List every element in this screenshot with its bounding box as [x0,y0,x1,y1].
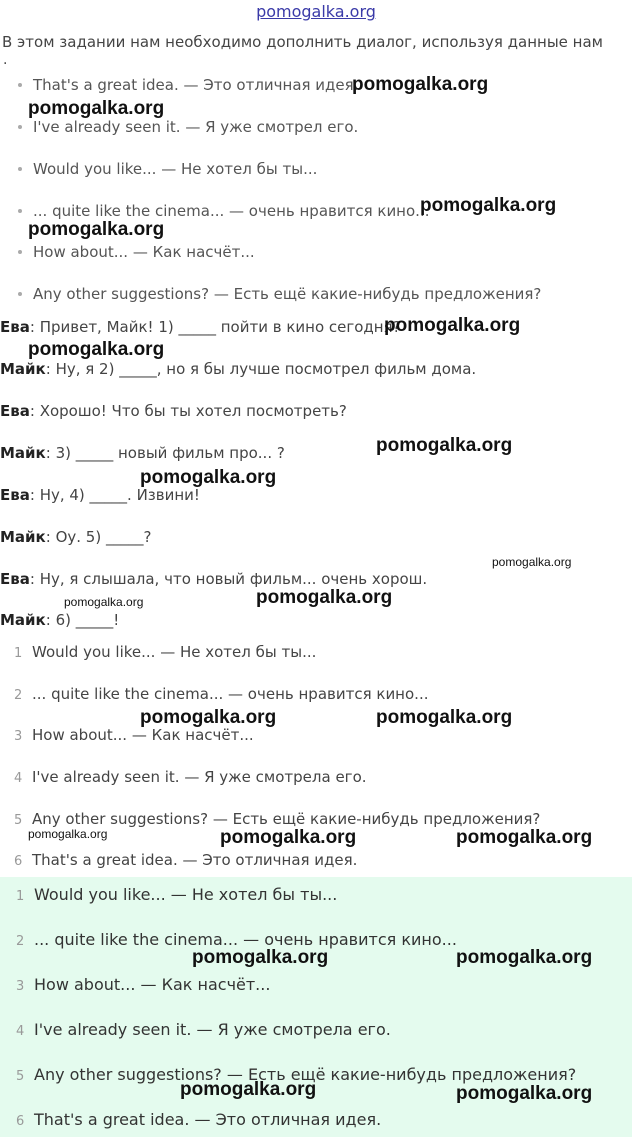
line-text: : Хорошо! Что бы ты хотел посмотреть? [29,402,347,420]
answer-text: I've already seen it. — Я уже смотрела его. [32,768,367,786]
intro-text: В этом задании нам необходимо дополнить диалог, используя данные нам [2,33,603,51]
answer-item [16,1110,381,1129]
watermark: pomogalka.org [28,827,108,841]
watermark: pomogalka.org [376,435,513,456]
watermark: pomogalka.org [28,339,165,360]
dialogue-line [0,444,285,462]
line-text: : Привет, Майк! 1) _____ пойти в кино сегодня? [29,318,401,336]
watermark: pomogalka.org [220,827,357,848]
dialogue-line [0,570,427,588]
dialogue-line [0,402,347,420]
watermark: pomogalka.org [384,315,521,336]
phrase-item [18,202,429,220]
answer-number: 3 [14,729,23,744]
answer-item [14,851,357,869]
phrase-text: I've already seen it. — Я уже смотрел его. [33,118,359,136]
answer-number: 5 [14,813,23,828]
answer-text: How about... — Как насчёт... [32,726,254,744]
answer-text: Would you like... — Не хотел бы ты... [32,643,317,661]
phrase-text: Any other suggestions? — Есть ещё какие-нибудь предложения? [33,285,542,303]
line-text: : 6) _____! [45,611,120,629]
phrase-text: That's a great idea. — Это отличная идея. [33,76,359,94]
watermark: pomogalka.org [28,219,165,240]
answer-number: 2 [14,688,23,703]
phrase-text: ... quite like the cinema... — очень нравится кино... [33,202,430,220]
answer-text: Any other suggestions? — Есть ещё какие-нибудь предложения? [32,810,541,828]
answer-text: That's a great idea. — Это отличная идея. [34,1110,382,1129]
phrase-text: Would you like... — Не хотел бы ты... [33,160,318,178]
line-text: : Ну, 4) _____. Извини! [29,486,200,504]
phrase-item [18,118,358,136]
answer-text: That's a great idea. — Это отличная идея. [32,851,358,869]
line-text: : Ну, я 2) _____, но я бы лучше посмотрел фильм дома. [45,360,477,378]
answer-number: 4 [14,771,23,786]
answer-number: 6 [16,1114,25,1129]
answer-text: ... quite like the cinema... — очень нравится кино... [32,685,429,703]
watermark: pomogalka.org [28,98,165,119]
answer-item [14,810,540,828]
answer-number: 1 [14,646,23,661]
answer-item [16,885,337,904]
speaker: Ева [0,318,30,336]
answer-item [14,643,316,661]
watermark: pomogalka.org [456,1083,593,1104]
watermark: pomogalka.org [420,195,557,216]
speaker: Майк [0,611,46,629]
dialogue-line [0,360,476,378]
answer-text: I've already seen it. — Я уже смотрела его. [34,1020,391,1039]
speaker: Ева [0,570,30,588]
watermark: pomogalka.org [352,74,489,95]
watermark: pomogalka.org [64,595,144,609]
phrase-text: How about... — Как насчёт... [33,243,255,261]
bullet-icon [18,125,22,129]
line-text: : Оу. 5) _____? [45,528,152,546]
bullet-icon [18,83,22,87]
dialogue-line [0,611,119,629]
answer-item [14,685,428,703]
bullet-icon [18,167,22,171]
watermark: pomogalka.org [180,1079,317,1100]
bullet-icon [18,209,22,213]
watermark: pomogalka.org [140,467,277,488]
phrase-item [18,285,541,303]
line-text: : 3) _____ новый фильм про... ? [45,444,285,462]
watermark: pomogalka.org [456,827,593,848]
watermark: pomogalka.org [376,707,513,728]
speaker: Майк [0,360,46,378]
watermark: pomogalka.org [140,707,277,728]
speaker: Ева [0,486,30,504]
line-text: : Ну, я слышала, что новый фильм... очень хорош. [29,570,428,588]
answer-item [16,975,270,994]
watermark: pomogalka.org [192,947,329,968]
answer-number: 1 [16,889,25,904]
bullet-icon [18,292,22,296]
answer-number: 5 [16,1069,25,1084]
phrase-item [18,243,255,261]
speaker: Ева [0,402,30,420]
dialogue-line [0,528,151,546]
answer-text: How about... — Как насчёт... [34,975,271,994]
phrase-item [18,76,358,94]
answer-number: 2 [16,934,25,949]
bullet-icon [18,250,22,254]
watermark: pomogalka.org [456,947,593,968]
watermark: pomogalka.org [492,555,572,569]
answer-number: 3 [16,979,25,994]
answer-text: Would you like... — Не хотел бы ты... [34,885,338,904]
answer-number: 4 [16,1024,25,1039]
site-link[interactable]: pomogalka.org [256,2,376,21]
intro-dot: . [3,52,8,68]
phrase-item [18,160,317,178]
dialogue-line [0,318,401,336]
answer-item [14,768,367,786]
answer-number: 6 [14,854,23,869]
answer-item [16,1020,391,1039]
answer-text: ... quite like the cinema... — очень нравится кино... [34,930,457,949]
answer-text: Any other suggestions? — Есть ещё какие-нибудь предложения? [34,1065,577,1084]
speaker: Майк [0,528,46,546]
watermark: pomogalka.org [256,587,393,608]
speaker: Майк [0,444,46,462]
